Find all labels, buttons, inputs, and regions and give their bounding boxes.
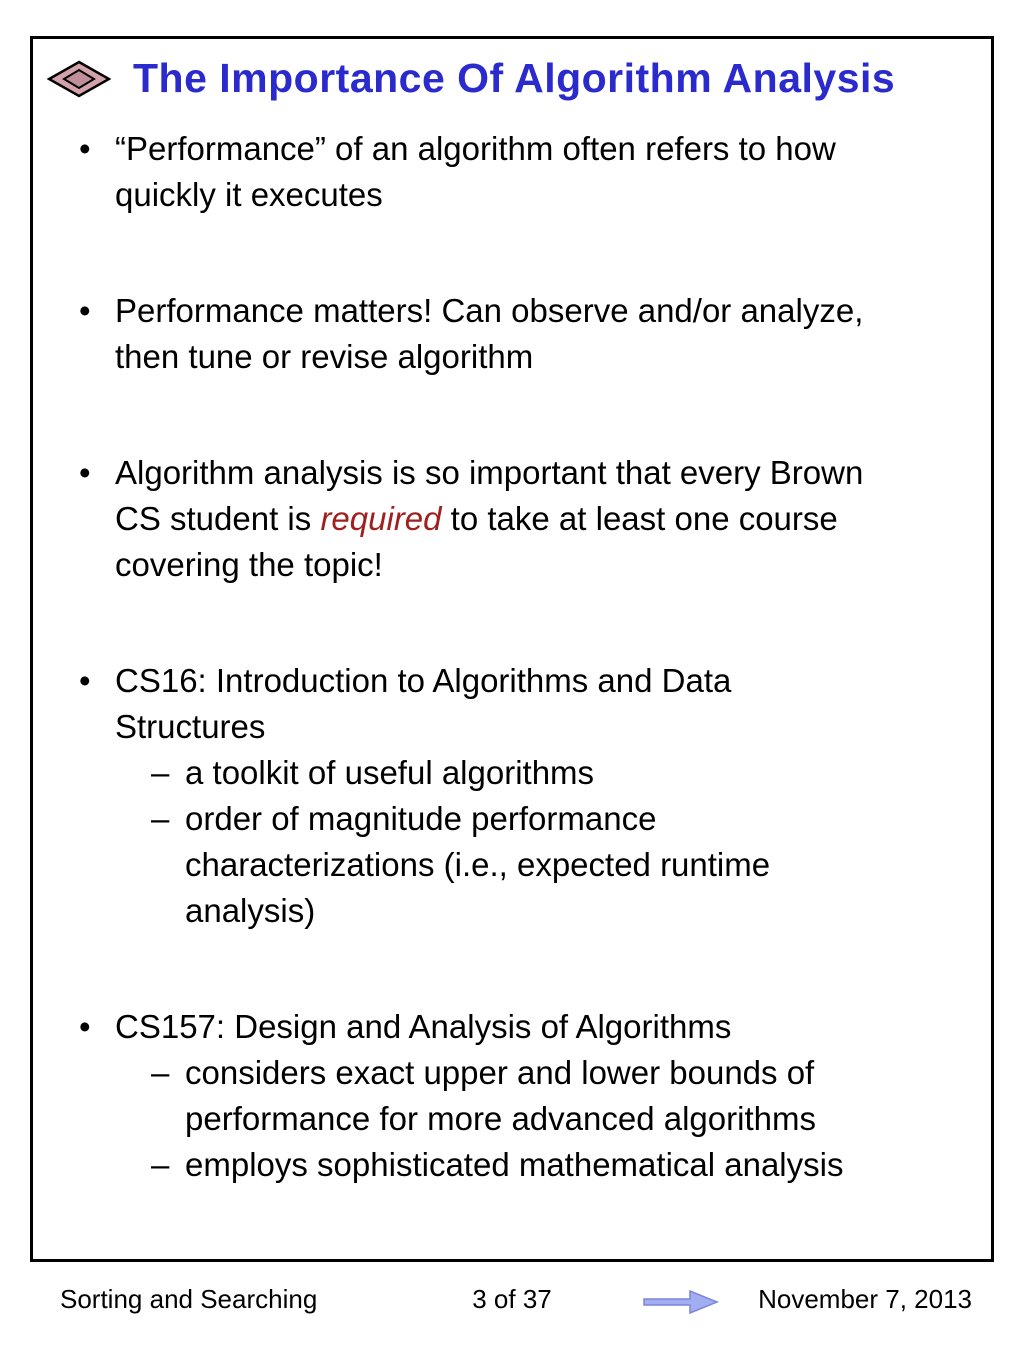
footer-presentation-title: Sorting and Searching xyxy=(60,1284,318,1314)
dash-marker: – xyxy=(151,800,170,837)
bullet-marker: • xyxy=(79,1008,91,1045)
bullet-text: CS157: Design and Analysis of Algorithms xyxy=(115,1008,732,1045)
bullet-text-pre: Algorithm analysis is so important that every Brown CS student is xyxy=(115,454,864,537)
sub-bullet-item xyxy=(151,1050,885,1142)
sub-bullet-text: employs sophisticated mathematical analysis xyxy=(185,1146,844,1183)
bullet-marker: • xyxy=(79,454,91,491)
sub-bullet-item xyxy=(151,1142,885,1188)
diamond-bullet-icon xyxy=(47,60,111,98)
bullet-marker: • xyxy=(79,292,91,329)
footer-date: November 7, 2013 xyxy=(758,1284,972,1314)
bullet-text: CS16: Introduction to Algorithms and Data Structures xyxy=(115,662,732,745)
dash-marker: – xyxy=(151,754,170,791)
bullet-item-1 xyxy=(79,126,951,218)
bullet-group xyxy=(115,658,885,934)
dash-marker: – xyxy=(151,1054,170,1091)
slide-footer xyxy=(30,1276,994,1328)
slide-body xyxy=(33,106,991,1188)
dash-marker: – xyxy=(151,1146,170,1183)
bullet-text: Performance matters! Can observe and/or analyze, then tune or revise algorithm xyxy=(115,292,864,375)
title-row xyxy=(33,39,991,106)
bullet-item-3 xyxy=(79,450,951,588)
bullet-marker: • xyxy=(79,130,91,167)
bullet-marker: • xyxy=(79,662,91,699)
sub-bullet-text: order of magnitude performance characterizations (i.e., expected runtime analysis) xyxy=(185,800,771,929)
bullet-group xyxy=(115,1004,885,1188)
bullet-text: “Performance” of an algorithm often refers to how quickly it executes xyxy=(115,130,836,213)
footer-page-number: 3 of 37 xyxy=(472,1284,552,1314)
slide-content-box xyxy=(30,36,994,1262)
bullet-item-2 xyxy=(79,288,951,380)
sub-bullet-item xyxy=(151,750,885,796)
required-emphasis: required xyxy=(320,500,442,537)
page-title: The Importance Of Algorithm Analysis xyxy=(133,55,896,101)
bullet-text-post: to take at least one course covering the topic! xyxy=(115,500,838,583)
sub-bullet-text: considers exact upper and lower bounds of performance for more advanced algorithms xyxy=(185,1054,816,1137)
right-arrow-icon xyxy=(642,1288,720,1316)
sub-bullet-item xyxy=(151,796,885,934)
bullet-item-4 xyxy=(79,658,951,934)
bullet-item-5 xyxy=(79,1004,951,1188)
bullet-text xyxy=(115,450,885,588)
sub-bullet-text: a toolkit of useful algorithms xyxy=(185,754,595,791)
